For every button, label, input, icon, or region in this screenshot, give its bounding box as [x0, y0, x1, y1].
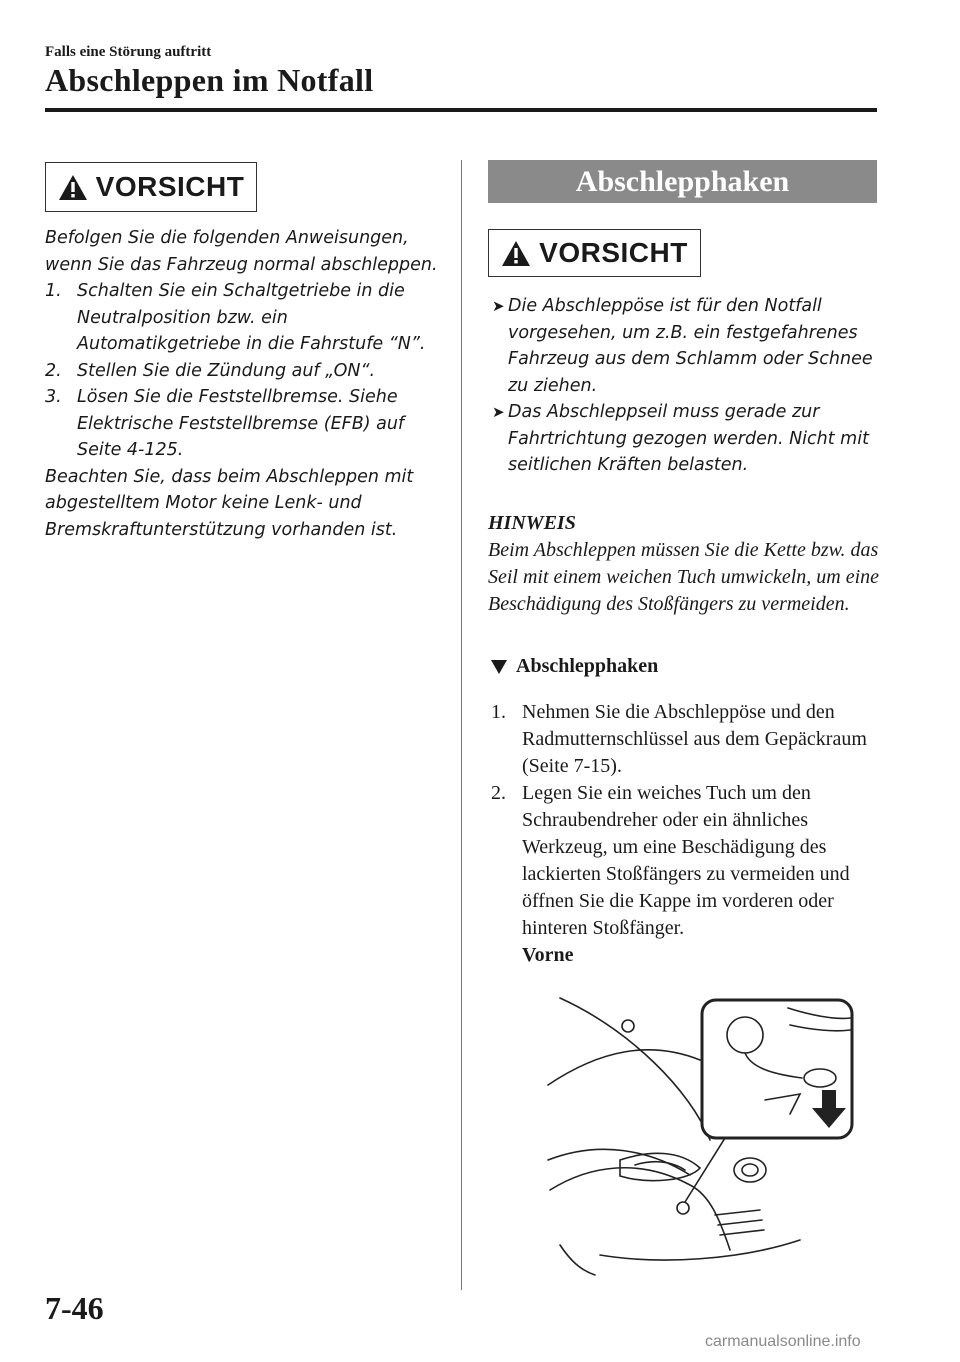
step-number: 2. [491, 782, 506, 804]
list-item [45, 358, 450, 385]
arrow-bullet-icon: ➤ [492, 297, 505, 315]
caution-note: Beachten Sie, dass beim Abschleppen mit abgestelltem Motor keine Lenk- und Bremskraftunterstützung vorhanden ist. [45, 466, 414, 540]
step-number: 1. [45, 281, 62, 301]
list-item [491, 699, 886, 780]
page-title: Abschleppen im Notfall [45, 62, 374, 98]
list-item [491, 780, 886, 942]
warning-triangle-icon [501, 240, 531, 267]
list-item [492, 399, 882, 479]
left-caution-text [45, 225, 450, 543]
list-item [45, 384, 450, 464]
section-banner: Abschlepphaken [488, 160, 877, 203]
subheading-text: Abschlepphaken [516, 655, 659, 677]
section-label: Falls eine Störung auftritt [45, 44, 212, 60]
caution-intro: Befolgen Sie die folgenden Anweisungen, wenn Sie das Fahrzeug normal abschleppen. [45, 228, 438, 275]
watermark: carmanualsonline.info [705, 1333, 861, 1350]
list-item [45, 278, 450, 358]
list-item [492, 293, 882, 399]
caution-label: VORSICHT [539, 237, 688, 268]
step-text: Lösen Sie die Feststellbremse. Siehe Elektrische Feststellbremse (EFB) auf Seite 4-125. [77, 387, 405, 460]
step-number: 3. [45, 387, 62, 407]
left-caution-box [45, 162, 257, 212]
caution-bullets [492, 293, 882, 479]
header-rule [45, 108, 877, 112]
triangle-down-icon [491, 660, 507, 674]
step-text: Legen Sie ein weiches Tuch um den Schraubendreher oder ein ähnliches Werkzeug, um eine Beschädigung des lackierten Stoßfängers zu vermeiden und öffnen Sie die Kappe im vorderen oder hinteren Stoßfänger. [522, 782, 850, 939]
subheading [491, 655, 658, 678]
step-number: 1. [491, 701, 506, 723]
hinweis-text: Beim Abschleppen müssen Sie die Kette bzw. das Seil mit einem weichen Tuch umwickeln, um eine Beschädigung des Stoßfängers zu vermeiden. [488, 539, 880, 615]
bullet-text: Die Abschleppöse ist für den Notfall vorgesehen, um z.B. ein festgefahrenes Fahrzeug aus dem Schlamm oder Schnee zu ziehen. [508, 296, 873, 396]
arrow-bullet-icon: ➤ [492, 403, 505, 421]
caution-label: VORSICHT [95, 171, 245, 202]
bullet-text: Das Abschleppseil muss gerade zur Fahrtrichtung gezogen werden. Nicht mit seitlichen Kräften belasten. [508, 402, 869, 475]
procedure-steps [491, 699, 886, 969]
page-number: 7-46 [45, 1290, 104, 1326]
step-number: 2. [45, 360, 62, 381]
column-divider [461, 160, 462, 1290]
hinweis-note [488, 510, 883, 618]
hinweis-title: HINWEIS [488, 512, 576, 534]
step-text: Stellen Sie die Zündung auf „ON“. [77, 360, 376, 381]
step-text: Nehmen Sie die Abschleppöse und den Radmutternschlüssel aus dem Gepäckraum (Seite 7-15). [522, 701, 867, 777]
step-text: Schalten Sie ein Schaltgetriebe in die Neutralposition bzw. ein Automatikgetriebe in die Fahrstufe “N”. [77, 281, 426, 354]
front-bumper-illustration [540, 990, 860, 1280]
right-caution-box [488, 229, 701, 277]
warning-triangle-icon [58, 174, 88, 201]
figure-label: Vorne [522, 944, 574, 966]
